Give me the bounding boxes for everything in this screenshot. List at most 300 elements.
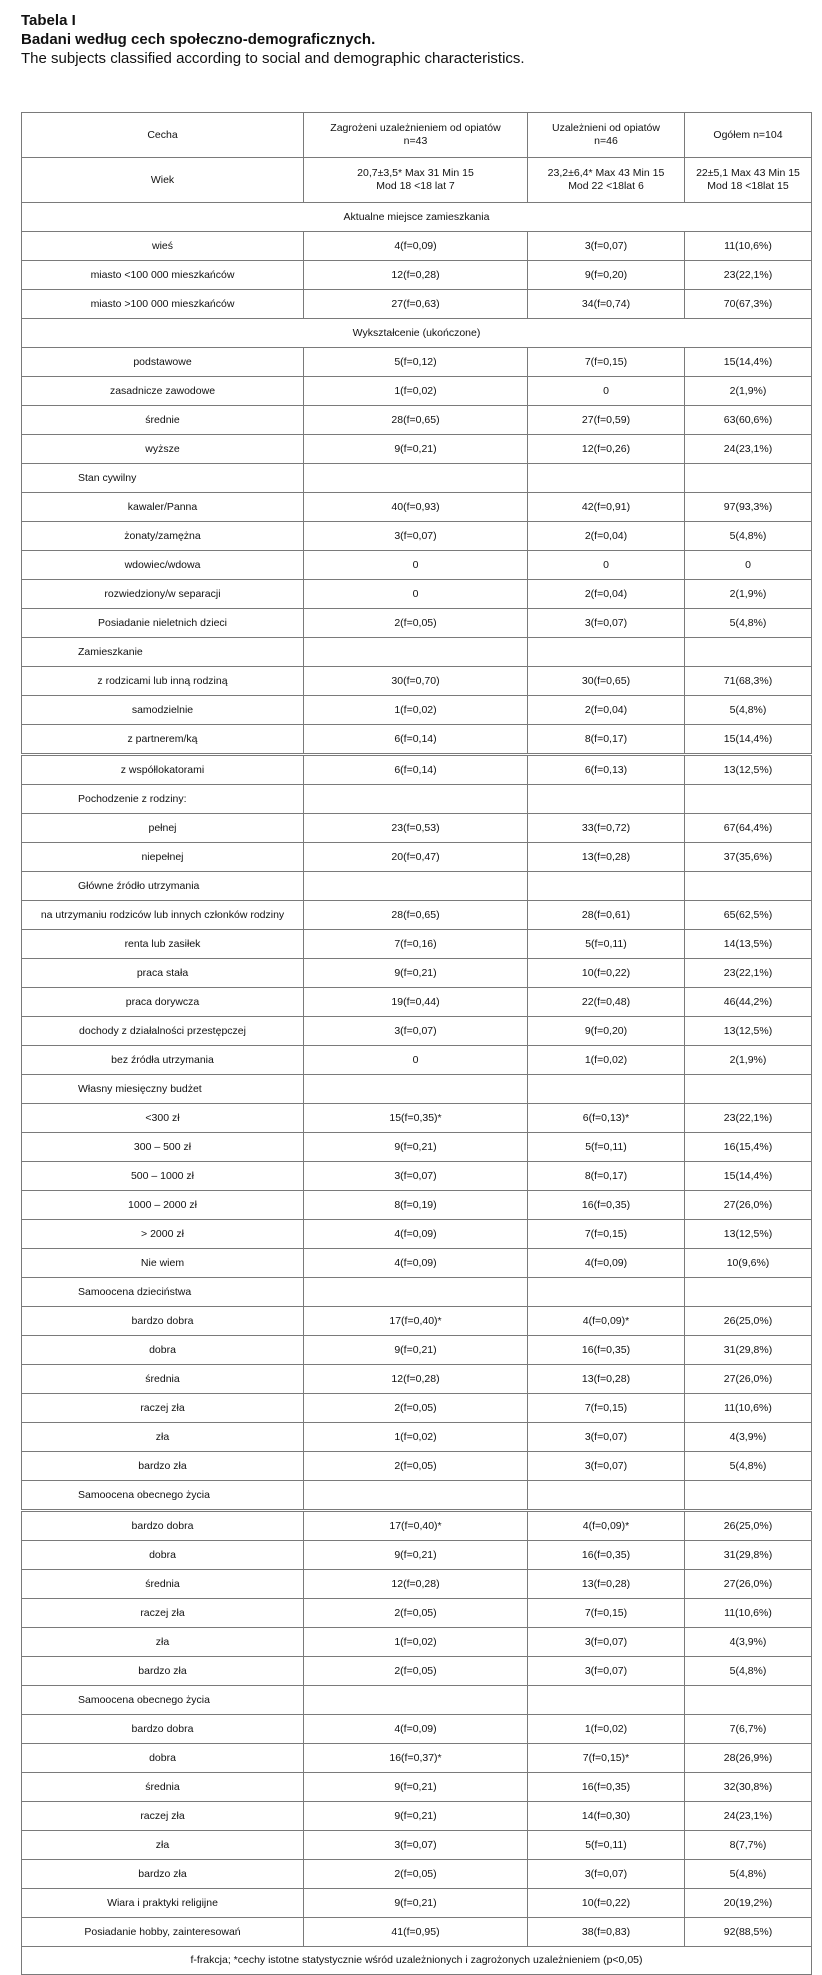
empty-cell [685, 785, 812, 814]
table-row [22, 1918, 812, 1947]
empty-cell [685, 464, 812, 493]
at-risk-cell: 8(f=0,19) [304, 1191, 528, 1220]
table-row [22, 1744, 812, 1773]
feature-cell: 300 – 500 zł [22, 1133, 304, 1162]
addicted-cell: 28(f=0,61) [528, 901, 685, 930]
total-cell: 31(29,8%) [685, 1336, 812, 1365]
total-cell: 97(93,3%) [685, 493, 812, 522]
total-cell: 5(4,8%) [685, 1860, 812, 1889]
empty-cell [304, 785, 528, 814]
table-row [22, 959, 812, 988]
feature-cell: bardzo zła [22, 1860, 304, 1889]
at-risk-cell: 15(f=0,35)* [304, 1104, 528, 1133]
table-row [22, 1599, 812, 1628]
section-header-row [22, 319, 812, 348]
empty-cell [528, 1481, 685, 1511]
table-row [22, 609, 812, 638]
table-row [22, 1017, 812, 1046]
feature-cell: wyższe [22, 435, 304, 464]
table-row [22, 755, 812, 785]
table-row [22, 261, 812, 290]
at-risk-cell: 9(f=0,21) [304, 1133, 528, 1162]
addicted-cell: 7(f=0,15) [528, 1220, 685, 1249]
age-addicted-text: 23,2±6,4* Max 43 Min 15 Mod 22 <18lat 6 [547, 167, 665, 192]
at-risk-cell: 23(f=0,53) [304, 814, 528, 843]
total-cell: 28(26,9%) [685, 1744, 812, 1773]
addicted-cell: 0 [528, 551, 685, 580]
addicted-cell: 27(f=0,59) [528, 406, 685, 435]
feature-cell: kawaler/Panna [22, 493, 304, 522]
category-header-row [22, 638, 812, 667]
empty-cell [528, 1075, 685, 1104]
age-row [22, 158, 812, 203]
at-risk-cell: 9(f=0,21) [304, 959, 528, 988]
category-label-cell: Samoocena obecnego życia [22, 1481, 304, 1511]
addicted-cell: 6(f=0,13)* [528, 1104, 685, 1133]
table-row [22, 1394, 812, 1423]
total-cell: 2(1,9%) [685, 377, 812, 406]
category-header-row [22, 1075, 812, 1104]
total-cell: 27(26,0%) [685, 1570, 812, 1599]
at-risk-cell: 17(f=0,40)* [304, 1307, 528, 1336]
at-risk-cell: 2(f=0,05) [304, 1599, 528, 1628]
feature-cell: dobra [22, 1336, 304, 1365]
addicted-cell: 7(f=0,15) [528, 1394, 685, 1423]
feature-cell: dobra [22, 1541, 304, 1570]
header-at-risk-text: Zagrożeni uzależnieniem od opiatów n=43 [330, 122, 501, 147]
total-cell: 5(4,8%) [685, 1452, 812, 1481]
at-risk-cell: 3(f=0,07) [304, 1831, 528, 1860]
category-label-cell: Samoocena obecnego życia [22, 1686, 304, 1715]
table-row [22, 1307, 812, 1336]
empty-cell [528, 872, 685, 901]
total-cell: 5(4,8%) [685, 696, 812, 725]
feature-cell: zła [22, 1423, 304, 1452]
total-cell: 67(64,4%) [685, 814, 812, 843]
at-risk-cell: 0 [304, 580, 528, 609]
at-risk-cell: 2(f=0,05) [304, 1394, 528, 1423]
addicted-cell: 5(f=0,11) [528, 1831, 685, 1860]
feature-cell: 1000 – 2000 zł [22, 1191, 304, 1220]
at-risk-cell: 2(f=0,05) [304, 1860, 528, 1889]
table-row [22, 1715, 812, 1744]
table-row [22, 348, 812, 377]
table-row [22, 1191, 812, 1220]
addicted-cell: 3(f=0,07) [528, 1860, 685, 1889]
feature-cell: <300 zł [22, 1104, 304, 1133]
empty-cell [685, 1481, 812, 1511]
at-risk-cell: 30(f=0,70) [304, 667, 528, 696]
at-risk-cell: 0 [304, 1046, 528, 1075]
total-cell: 13(12,5%) [685, 755, 812, 785]
total-cell: 5(4,8%) [685, 522, 812, 551]
table-title-english: The subjects classified according to social and demographic characteristics. [21, 50, 525, 67]
header-addicted-text: Uzależnieni od opiatów n=46 [552, 122, 660, 147]
empty-cell [304, 1278, 528, 1307]
table-row [22, 1860, 812, 1889]
addicted-cell: 7(f=0,15) [528, 1599, 685, 1628]
feature-cell: > 2000 zł [22, 1220, 304, 1249]
addicted-cell: 2(f=0,04) [528, 522, 685, 551]
at-risk-cell: 9(f=0,21) [304, 1773, 528, 1802]
total-cell: 15(14,4%) [685, 348, 812, 377]
total-cell: 26(25,0%) [685, 1307, 812, 1336]
empty-cell [304, 872, 528, 901]
total-cell: 26(25,0%) [685, 1511, 812, 1541]
total-cell: 32(30,8%) [685, 1773, 812, 1802]
addicted-cell: 0 [528, 377, 685, 406]
table-row [22, 1831, 812, 1860]
header-cell-feature: Cecha [22, 113, 304, 158]
feature-cell: samodzielnie [22, 696, 304, 725]
empty-cell [685, 638, 812, 667]
at-risk-cell: 9(f=0,21) [304, 1336, 528, 1365]
at-risk-cell: 6(f=0,14) [304, 755, 528, 785]
addicted-cell: 6(f=0,13) [528, 755, 685, 785]
feature-cell: żonaty/zamężna [22, 522, 304, 551]
total-cell: 11(10,6%) [685, 1394, 812, 1423]
table-row [22, 1773, 812, 1802]
feature-cell: rozwiedziony/w separacji [22, 580, 304, 609]
feature-cell: raczej zła [22, 1394, 304, 1423]
addicted-cell: 38(f=0,83) [528, 1918, 685, 1947]
total-cell: 14(13,5%) [685, 930, 812, 959]
total-cell: 46(44,2%) [685, 988, 812, 1017]
addicted-cell: 4(f=0,09)* [528, 1511, 685, 1541]
at-risk-cell: 16(f=0,37)* [304, 1744, 528, 1773]
addicted-cell: 8(f=0,17) [528, 725, 685, 755]
addicted-cell: 7(f=0,15) [528, 348, 685, 377]
at-risk-cell: 4(f=0,09) [304, 1715, 528, 1744]
at-risk-cell: 7(f=0,16) [304, 930, 528, 959]
addicted-cell: 34(f=0,74) [528, 290, 685, 319]
table-row [22, 1889, 812, 1918]
total-cell: 31(29,8%) [685, 1541, 812, 1570]
feature-cell: dobra [22, 1744, 304, 1773]
total-cell: 7(6,7%) [685, 1715, 812, 1744]
at-risk-cell: 2(f=0,05) [304, 1657, 528, 1686]
at-risk-cell: 1(f=0,02) [304, 1423, 528, 1452]
total-cell: 5(4,8%) [685, 1657, 812, 1686]
total-cell: 0 [685, 551, 812, 580]
at-risk-cell: 3(f=0,07) [304, 1017, 528, 1046]
total-cell: 15(14,4%) [685, 725, 812, 755]
at-risk-cell: 40(f=0,93) [304, 493, 528, 522]
at-risk-cell: 4(f=0,09) [304, 1220, 528, 1249]
age-at-risk-text: 20,7±3,5* Max 31 Min 15 Mod 18 <18 lat 7 [357, 167, 474, 192]
at-risk-cell: 1(f=0,02) [304, 1628, 528, 1657]
addicted-cell: 1(f=0,02) [528, 1046, 685, 1075]
table-label: Tabela I [21, 12, 76, 29]
addicted-cell: 16(f=0,35) [528, 1191, 685, 1220]
feature-cell: wdowiec/wdowa [22, 551, 304, 580]
total-cell: 27(26,0%) [685, 1191, 812, 1220]
feature-cell: z partnerem/ką [22, 725, 304, 755]
feature-cell: z współlokatorami [22, 755, 304, 785]
at-risk-cell: 1(f=0,02) [304, 696, 528, 725]
feature-cell: bardzo dobra [22, 1715, 304, 1744]
addicted-cell: 10(f=0,22) [528, 1889, 685, 1918]
empty-cell [685, 872, 812, 901]
addicted-cell: 2(f=0,04) [528, 580, 685, 609]
demographics-table [21, 112, 812, 1975]
addicted-cell: 9(f=0,20) [528, 1017, 685, 1046]
at-risk-cell: 28(f=0,65) [304, 406, 528, 435]
addicted-cell: 7(f=0,15)* [528, 1744, 685, 1773]
total-cell: 13(12,5%) [685, 1220, 812, 1249]
empty-cell [304, 1075, 528, 1104]
feature-cell: 500 – 1000 zł [22, 1162, 304, 1191]
table-row [22, 988, 812, 1017]
table-row [22, 290, 812, 319]
empty-cell [304, 1686, 528, 1715]
header-row [22, 113, 812, 158]
empty-cell [685, 1278, 812, 1307]
at-risk-cell: 19(f=0,44) [304, 988, 528, 1017]
feature-cell: średnie [22, 406, 304, 435]
empty-cell [528, 785, 685, 814]
addicted-cell: 10(f=0,22) [528, 959, 685, 988]
table-row [22, 1657, 812, 1686]
table-row [22, 1336, 812, 1365]
table-row [22, 1104, 812, 1133]
total-cell: 16(15,4%) [685, 1133, 812, 1162]
feature-cell: praca stała [22, 959, 304, 988]
total-cell: 23(22,1%) [685, 959, 812, 988]
category-label-cell: Zamieszkanie [22, 638, 304, 667]
addicted-cell: 16(f=0,35) [528, 1336, 685, 1365]
feature-cell: pełnej [22, 814, 304, 843]
at-risk-cell: 9(f=0,21) [304, 1541, 528, 1570]
total-cell: 8(7,7%) [685, 1831, 812, 1860]
feature-cell: z rodzicami lub inną rodziną [22, 667, 304, 696]
total-cell: 2(1,9%) [685, 580, 812, 609]
feature-cell: średnia [22, 1773, 304, 1802]
category-label-cell: Pochodzenie z rodziny: [22, 785, 304, 814]
section-header-cell: Wykształcenie (ukończone) [22, 319, 812, 348]
at-risk-cell: 4(f=0,09) [304, 1249, 528, 1278]
empty-cell [685, 1686, 812, 1715]
table-row [22, 1570, 812, 1599]
header-cell-total: Ogółem n=104 [685, 113, 812, 158]
addicted-cell: 3(f=0,07) [528, 232, 685, 261]
total-cell: 5(4,8%) [685, 609, 812, 638]
table-title-polish: Badani według cech społeczno-demograficznych. [21, 31, 376, 48]
total-cell: 23(22,1%) [685, 1104, 812, 1133]
category-header-row [22, 1278, 812, 1307]
addicted-cell: 9(f=0,20) [528, 261, 685, 290]
addicted-cell: 3(f=0,07) [528, 1452, 685, 1481]
addicted-cell: 16(f=0,35) [528, 1541, 685, 1570]
feature-cell: na utrzymaniu rodziców lub innych członków rodziny [22, 901, 304, 930]
category-label-cell: Stan cywilny [22, 464, 304, 493]
table-row [22, 814, 812, 843]
header-cell-at-risk [304, 113, 528, 158]
feature-cell: zła [22, 1831, 304, 1860]
table-row [22, 1365, 812, 1394]
table-heading [21, 11, 811, 68]
empty-cell [304, 464, 528, 493]
feature-cell: podstawowe [22, 348, 304, 377]
at-risk-cell: 4(f=0,09) [304, 232, 528, 261]
addicted-cell: 5(f=0,11) [528, 930, 685, 959]
table-row [22, 1133, 812, 1162]
addicted-cell: 13(f=0,28) [528, 1570, 685, 1599]
feature-cell: bardzo zła [22, 1657, 304, 1686]
addicted-cell: 42(f=0,91) [528, 493, 685, 522]
feature-cell: Wiara i praktyki religijne [22, 1889, 304, 1918]
at-risk-cell: 41(f=0,95) [304, 1918, 528, 1947]
total-cell: 27(26,0%) [685, 1365, 812, 1394]
addicted-cell: 30(f=0,65) [528, 667, 685, 696]
at-risk-cell: 12(f=0,28) [304, 1570, 528, 1599]
category-label-cell: Główne źródło utrzymania [22, 872, 304, 901]
total-cell: 2(1,9%) [685, 1046, 812, 1075]
at-risk-cell: 12(f=0,28) [304, 1365, 528, 1394]
total-cell: 4(3,9%) [685, 1423, 812, 1452]
addicted-cell: 13(f=0,28) [528, 1365, 685, 1394]
empty-cell [304, 638, 528, 667]
at-risk-cell: 20(f=0,47) [304, 843, 528, 872]
addicted-cell: 33(f=0,72) [528, 814, 685, 843]
category-label-cell: Własny miesięczny budżet [22, 1075, 304, 1104]
table-row [22, 1511, 812, 1541]
feature-cell: zasadnicze zawodowe [22, 377, 304, 406]
addicted-cell: 3(f=0,07) [528, 1628, 685, 1657]
feature-cell: niepełnej [22, 843, 304, 872]
at-risk-cell: 2(f=0,05) [304, 1452, 528, 1481]
addicted-cell: 3(f=0,07) [528, 1423, 685, 1452]
table-row [22, 1628, 812, 1657]
addicted-cell: 3(f=0,07) [528, 609, 685, 638]
category-header-row [22, 872, 812, 901]
table-row [22, 580, 812, 609]
table-row [22, 1802, 812, 1831]
category-header-row [22, 1686, 812, 1715]
feature-cell: miasto <100 000 mieszkańców [22, 261, 304, 290]
total-cell: 24(23,1%) [685, 435, 812, 464]
at-risk-cell: 9(f=0,21) [304, 1802, 528, 1831]
at-risk-cell: 9(f=0,21) [304, 1889, 528, 1918]
addicted-cell: 4(f=0,09)* [528, 1307, 685, 1336]
table-row [22, 1162, 812, 1191]
addicted-cell: 2(f=0,04) [528, 696, 685, 725]
table-row [22, 377, 812, 406]
at-risk-cell: 17(f=0,40)* [304, 1511, 528, 1541]
addicted-cell: 5(f=0,11) [528, 1133, 685, 1162]
table-row [22, 1220, 812, 1249]
at-risk-cell: 1(f=0,02) [304, 377, 528, 406]
empty-cell [685, 1075, 812, 1104]
age-addicted-cell [528, 158, 685, 203]
feature-cell: Posiadanie nieletnich dzieci [22, 609, 304, 638]
table-row [22, 551, 812, 580]
addicted-cell: 14(f=0,30) [528, 1802, 685, 1831]
total-cell: 71(68,3%) [685, 667, 812, 696]
table-row [22, 493, 812, 522]
feature-cell: renta lub zasiłek [22, 930, 304, 959]
empty-cell [304, 1481, 528, 1511]
at-risk-cell: 0 [304, 551, 528, 580]
total-cell: 11(10,6%) [685, 232, 812, 261]
table-row [22, 930, 812, 959]
addicted-cell: 1(f=0,02) [528, 1715, 685, 1744]
table-row [22, 435, 812, 464]
total-cell: 4(3,9%) [685, 1628, 812, 1657]
total-cell: 10(9,6%) [685, 1249, 812, 1278]
section-header-cell: Aktualne miejsce zamieszkania [22, 203, 812, 232]
category-label-cell: Samoocena dzieciństwa [22, 1278, 304, 1307]
feature-cell: zła [22, 1628, 304, 1657]
total-cell: 15(14,4%) [685, 1162, 812, 1191]
feature-cell: bardzo zła [22, 1452, 304, 1481]
empty-cell [528, 464, 685, 493]
age-total-cell [685, 158, 812, 203]
feature-cell: bardzo dobra [22, 1307, 304, 1336]
addicted-cell: 13(f=0,28) [528, 843, 685, 872]
category-header-row [22, 1481, 812, 1511]
total-cell: 65(62,5%) [685, 901, 812, 930]
addicted-cell: 16(f=0,35) [528, 1773, 685, 1802]
table-row [22, 522, 812, 551]
addicted-cell: 12(f=0,26) [528, 435, 685, 464]
table-row [22, 232, 812, 261]
feature-cell: miasto >100 000 mieszkańców [22, 290, 304, 319]
empty-cell [528, 1278, 685, 1307]
at-risk-cell: 2(f=0,05) [304, 609, 528, 638]
table-row [22, 843, 812, 872]
age-label-cell: Wiek [22, 158, 304, 203]
footnote-cell: f-frakcja; *cechy istotne statystycznie wśród uzależnionych i zagrożonych uzależnieniem (p<0,05) [22, 1947, 812, 1975]
table-row [22, 1046, 812, 1075]
table-row [22, 901, 812, 930]
table-row [22, 1249, 812, 1278]
feature-cell: średnia [22, 1570, 304, 1599]
feature-cell: Nie wiem [22, 1249, 304, 1278]
at-risk-cell: 27(f=0,63) [304, 290, 528, 319]
feature-cell: średnia [22, 1365, 304, 1394]
footnote-row [22, 1947, 812, 1975]
total-cell: 13(12,5%) [685, 1017, 812, 1046]
feature-cell: wieś [22, 232, 304, 261]
table-row [22, 667, 812, 696]
feature-cell: praca dorywcza [22, 988, 304, 1017]
header-cell-addicted [528, 113, 685, 158]
at-risk-cell: 5(f=0,12) [304, 348, 528, 377]
feature-cell: bez źródła utrzymania [22, 1046, 304, 1075]
age-total-text: 22±5,1 Max 43 Min 15 Mod 18 <18lat 15 [696, 167, 800, 192]
table-row [22, 406, 812, 435]
addicted-cell: 8(f=0,17) [528, 1162, 685, 1191]
table-row [22, 696, 812, 725]
age-at-risk-cell [304, 158, 528, 203]
feature-cell: dochody z działalności przestępczej [22, 1017, 304, 1046]
at-risk-cell: 3(f=0,07) [304, 1162, 528, 1191]
feature-cell: raczej zła [22, 1802, 304, 1831]
empty-cell [528, 1686, 685, 1715]
at-risk-cell: 3(f=0,07) [304, 522, 528, 551]
total-cell: 63(60,6%) [685, 406, 812, 435]
addicted-cell: 22(f=0,48) [528, 988, 685, 1017]
total-cell: 70(67,3%) [685, 290, 812, 319]
table-row [22, 1452, 812, 1481]
total-cell: 23(22,1%) [685, 261, 812, 290]
total-cell: 37(35,6%) [685, 843, 812, 872]
feature-cell: raczej zła [22, 1599, 304, 1628]
section-header-row [22, 203, 812, 232]
at-risk-cell: 28(f=0,65) [304, 901, 528, 930]
total-cell: 24(23,1%) [685, 1802, 812, 1831]
